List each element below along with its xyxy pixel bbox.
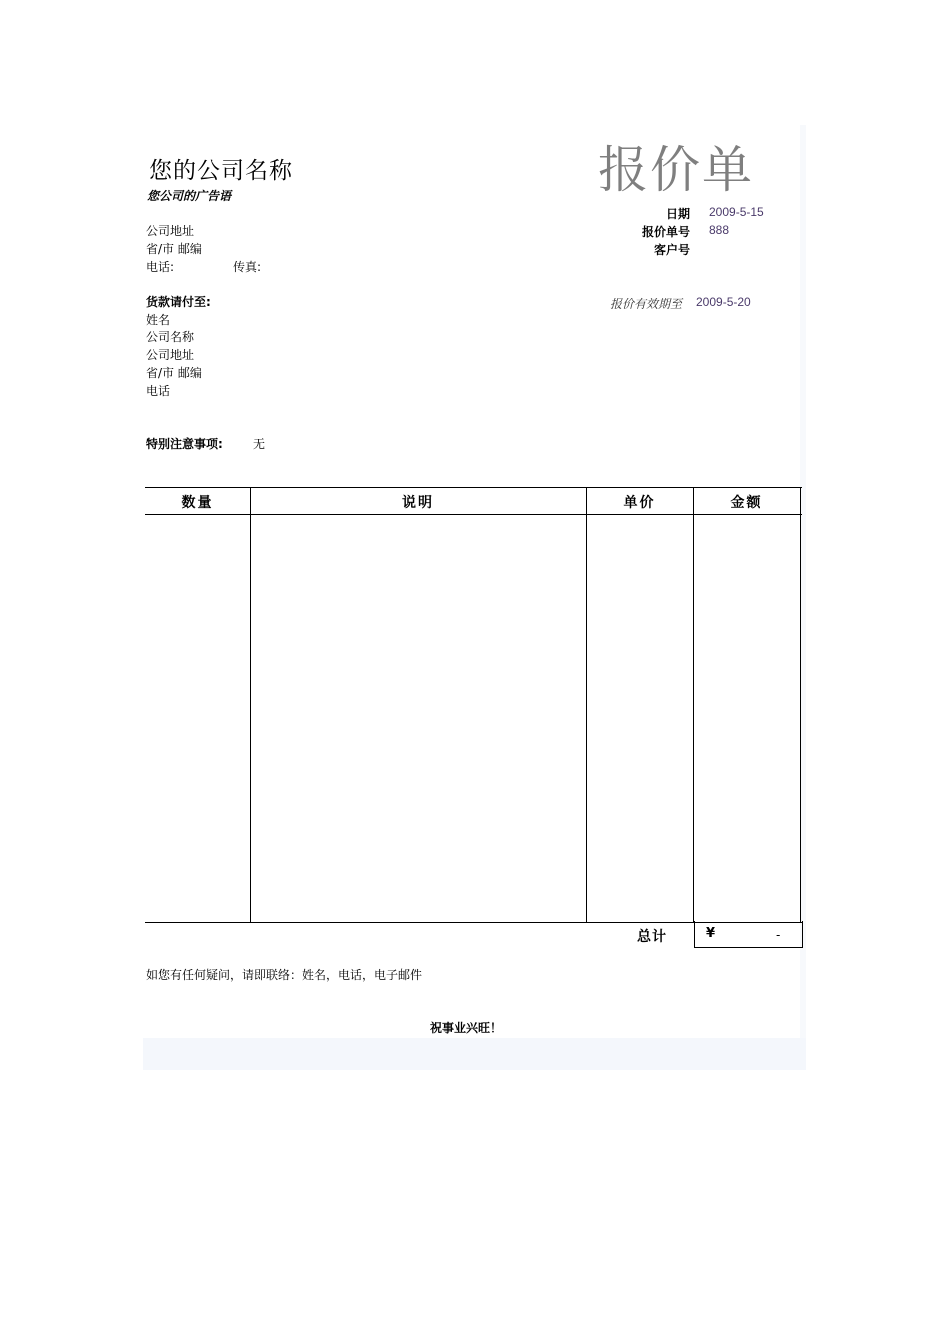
- date-value: 2009-5-15: [709, 205, 764, 219]
- notes-label: 特别注意事项:: [146, 437, 223, 451]
- company-province-city-zip: 省/市 邮编: [146, 242, 202, 256]
- total-value: -: [776, 928, 781, 942]
- total-label: 总计: [637, 929, 667, 945]
- bill-to-province-city-zip: 省/市 邮编: [146, 366, 202, 380]
- bill-to-name: 姓名: [146, 313, 171, 327]
- bill-to-address: 公司地址: [146, 348, 195, 362]
- total-currency: ¥: [706, 926, 716, 941]
- column-divider: [586, 488, 587, 922]
- company-phone-label: 电话:: [146, 260, 175, 274]
- column-header-quantity: 数量: [181, 495, 214, 511]
- bill-to-heading: 货款请付至:: [146, 295, 211, 309]
- company-name: 您的公司名称: [149, 158, 293, 184]
- sheet-shade-bottom: [143, 1038, 806, 1070]
- company-address: 公司地址: [146, 224, 195, 238]
- contact-note: 如您有任何疑问，请即联络：姓名，电话，电子邮件: [146, 968, 423, 982]
- column-header-unit-price: 单价: [623, 495, 656, 511]
- quote-number-label: 报价单号: [641, 225, 690, 239]
- column-divider: [250, 488, 251, 922]
- bill-to-phone: 电话: [146, 384, 171, 398]
- valid-until-label: 报价有效期至: [610, 297, 683, 311]
- customer-number-label: 客户号: [653, 243, 690, 257]
- bill-to-company: 公司名称: [146, 330, 195, 344]
- column-header-amount: 金额: [730, 495, 763, 511]
- column-header-description: 说明: [402, 495, 434, 511]
- column-divider: [693, 488, 694, 922]
- quote-number-value: 888: [709, 223, 730, 237]
- column-divider: [800, 488, 801, 922]
- document-title: 报价单: [598, 141, 754, 199]
- company-fax-label: 传真:: [233, 260, 262, 274]
- notes-value: 无: [253, 437, 266, 451]
- table-header-divider: [145, 514, 802, 515]
- valid-until-value: 2009-5-20: [696, 295, 751, 309]
- company-slogan: 您公司的广告语: [147, 189, 232, 203]
- line-items-table: [145, 487, 802, 923]
- date-label: 日期: [665, 207, 690, 221]
- closing-thanks: 祝事业兴旺！: [430, 1021, 503, 1035]
